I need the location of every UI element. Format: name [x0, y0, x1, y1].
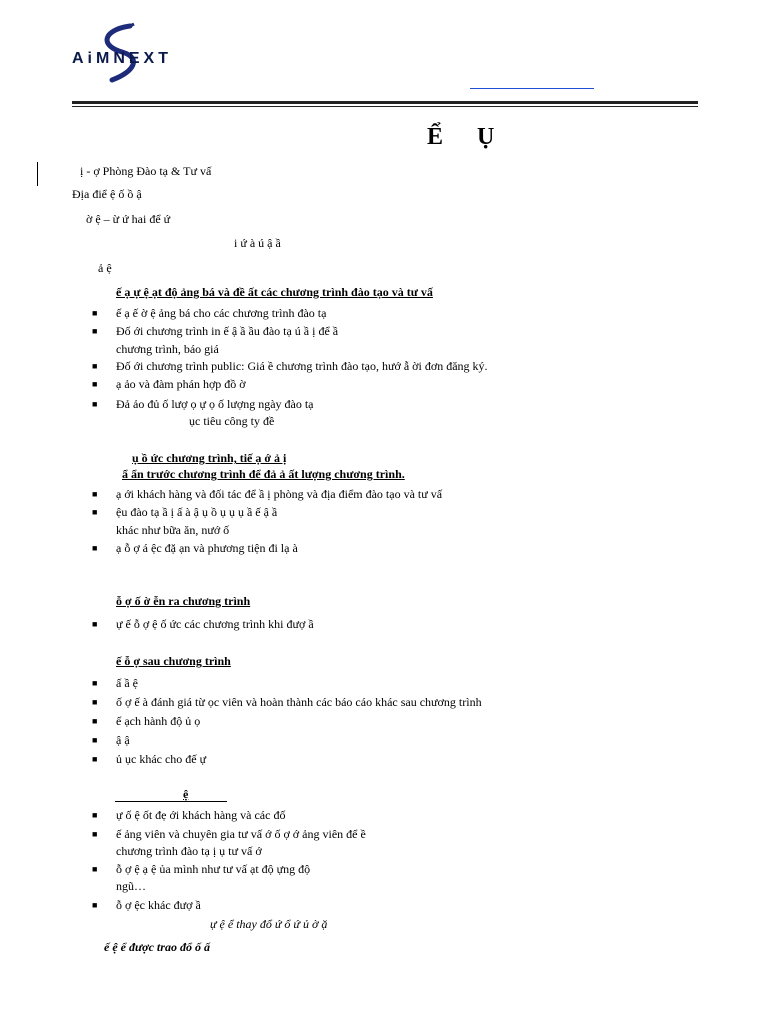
list-item: Đả ảo đủ ố lượ ọ ự ọ ố lượng ngày đào tạ — [116, 397, 314, 411]
list-item: Đố ới chương trình in ế ậ ầ ầu đào tạ ú ầ ị để ầ — [116, 324, 339, 338]
bullet-icon: ■ — [92, 829, 98, 839]
bullet-icon: ■ — [92, 379, 98, 389]
bullet-icon: ■ — [92, 619, 98, 629]
list-item: ấ ầ ệ — [116, 676, 138, 690]
bullet-icon: ■ — [92, 308, 98, 318]
text-cursor — [37, 162, 38, 186]
logo-wordmark: AiMNEXT — [72, 50, 172, 67]
footer-bold-note: ế ệ ể được trao đổ ố ấ — [104, 940, 210, 954]
bullet-icon: ■ — [92, 326, 98, 336]
list-item: ỗ ợ ệc khác đượ ầ — [116, 898, 201, 912]
list-item: ạ ới khách hàng và đối tác để ầ ị phòng và địa điểm đào tạo và tư vấ — [116, 487, 443, 501]
list-item-continuation: chương trình, báo giá — [116, 342, 219, 356]
company-logo — [72, 22, 202, 84]
header-rule-thin — [72, 106, 698, 107]
list-item-continuation: ngũ… — [116, 879, 146, 893]
bullet-icon: ■ — [92, 735, 98, 745]
list-item: ế ảng viên và chuyên gia tư vấ ớ ố ợ ớ ảng viên để ề — [116, 827, 366, 841]
bullet-icon: ■ — [92, 810, 98, 820]
bullet-icon: ■ — [92, 697, 98, 707]
bullet-icon: ■ — [92, 399, 98, 409]
bullet-icon: ■ — [92, 543, 98, 553]
list-item: ố ợ ế à đánh giá từ ọc viên và hoàn thành các báo cáo khác sau chương trình — [116, 695, 482, 709]
section-heading: ụ ồ ức chương trình, tiế ạ ớ ả ị — [132, 451, 287, 465]
bullet-icon: ■ — [92, 361, 98, 371]
info-line: ả ệ — [98, 261, 112, 275]
header-rule-thick — [72, 101, 698, 104]
list-item: ế ạch hành độ ủ ọ — [116, 714, 201, 728]
info-line: ờ ệ – ừ ứ hai để ứ — [86, 212, 171, 226]
section-heading: ẩ ẩn trước chương trình để đả ả ất lượng chương trình. — [122, 467, 405, 481]
section-heading: ế ỗ ợ sau chương trình — [116, 654, 231, 668]
section-heading: ế ạ ự ệ ạt độ ảng bá và đề ất các chương trình đào tạo và tư vấ — [116, 285, 433, 299]
list-item: ạ ỗ ợ á ệc đặ ạn và phương tiện đi lạ à — [116, 541, 298, 555]
bullet-icon: ■ — [92, 754, 98, 764]
list-item: ỗ ợ ệ ạ ệ ủa mình như tư vấ ạt độ ựng độ — [116, 862, 311, 876]
list-item: ủ ục khác cho đế ự — [116, 752, 207, 766]
info-line: ị - ợ Phòng Đào tạ & Tư vấ — [80, 164, 212, 178]
section-heading: ệ — [183, 787, 189, 801]
list-item: ạ ảo và đàm phán hợp đồ ờ — [116, 377, 246, 391]
footer-italic-note: ự ệ ể thay đổ ứ ổ ứ ủ ờ ặ — [210, 917, 328, 931]
bullet-icon: ■ — [92, 489, 98, 499]
bullet-icon: ■ — [92, 678, 98, 688]
document-title: Ể Ụ — [427, 124, 509, 150]
bullet-icon: ■ — [92, 716, 98, 726]
section-underline — [115, 801, 227, 802]
list-item: ậ ậ — [116, 733, 130, 747]
list-item-continuation: chương trình đào tạ ị ụ tư vấ ớ — [116, 844, 262, 858]
info-line: i ứ à ú ậ ầ — [234, 236, 281, 250]
list-item: ế ạ ế ờ ệ ảng bá cho các chương trình đào tạ — [116, 306, 327, 320]
bullet-icon: ■ — [92, 507, 98, 517]
list-item-continuation: ục tiêu công ty đề — [189, 414, 275, 428]
section-heading: ỗ ợ ố ờ ễn ra chương trình — [116, 594, 251, 608]
list-item: ự ế ỗ ợ ệ ố ức các chương trình khi đượ ầ — [116, 617, 314, 631]
bullet-icon: ■ — [92, 900, 98, 910]
info-line: Địa điể ệ ố ồ ậ — [72, 187, 142, 201]
list-item: ự ố ệ ốt đẹ ới khách hàng và các đố — [116, 808, 286, 822]
list-item: Đố ới chương trình public: Giá ề chương trình đào tạo, hướ ẫ ời đơn đăng ký. — [116, 359, 488, 373]
bullet-icon: ■ — [92, 864, 98, 874]
hyperlink-underline[interactable] — [470, 88, 594, 89]
list-item-continuation: khác như bữa ăn, nướ ố — [116, 523, 230, 537]
list-item: ệu đào tạ ầ ị ấ à ậ ụ ồ ụ ụ ụ ầ ế ậ ầ — [116, 505, 278, 519]
